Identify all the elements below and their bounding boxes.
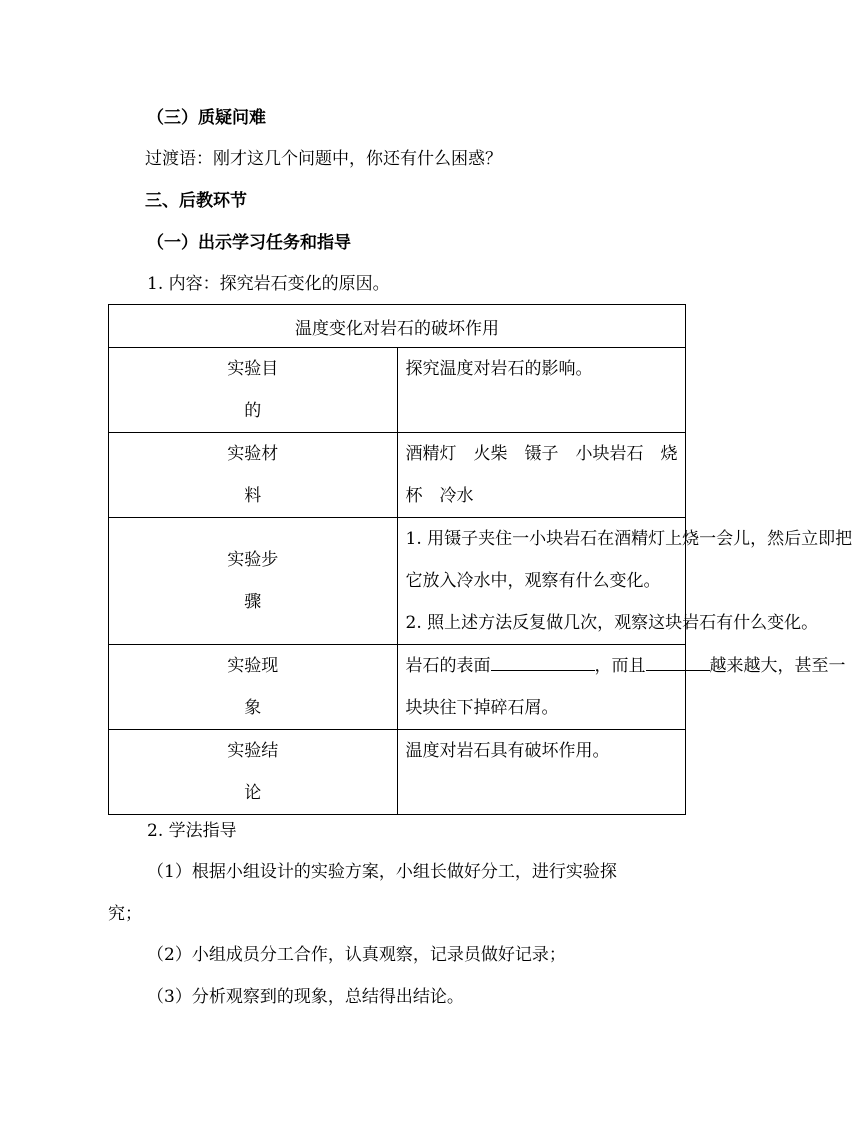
guidance-item-2: （2）小组成员分工合作，认真观察，记录员做好记录； xyxy=(147,945,566,965)
table-row-purpose xyxy=(109,348,686,433)
step-2: 2. 照上述方法反复做几次，观察这块岩石有什么变化。 xyxy=(405,613,819,633)
step-1-line-1: 1. 用镊子夹住一小块岩石在酒精灯上烧一会儿，然后立即把 xyxy=(405,529,852,549)
materials-content: 酒精灯 火柴 镊子 小块岩石 烧杯 冷水 xyxy=(397,433,686,518)
content-line: 1. 内容：探究岩石变化的原因。 xyxy=(147,274,390,294)
table-row-conclusion xyxy=(109,730,686,815)
table-row-phenomenon xyxy=(109,645,686,730)
guidance-item-3: （3）分析观察到的现象，总结得出结论。 xyxy=(147,987,464,1007)
purpose-content: 探究温度对岩石的影响。 xyxy=(397,348,686,433)
table-row-materials xyxy=(109,433,686,518)
label-phenomenon: 实验现 象 xyxy=(109,645,398,730)
experiment-table xyxy=(108,304,852,815)
steps-content xyxy=(397,518,852,645)
label-materials: 实验材 料 xyxy=(109,433,398,518)
table-row-steps xyxy=(109,518,686,645)
blank-surface[interactable] xyxy=(491,652,595,671)
guidance-item-1-line-1: （1）根据小组设计的实验方案，小组长做好分工，进行实验探 xyxy=(147,862,617,882)
section-doubt-heading: （三）质疑问难 xyxy=(147,108,266,128)
label-steps: 实验步 骤 xyxy=(109,518,398,645)
blank-cracks[interactable] xyxy=(646,652,710,671)
phenomenon-content xyxy=(397,645,846,730)
guidance-item-1-line-2: 究； xyxy=(108,904,142,924)
label-purpose: 实验目 的 xyxy=(109,348,398,433)
section-after-heading: 三、后教环节 xyxy=(145,191,247,211)
table-caption: 温度变化对岩石的破坏作用 xyxy=(109,305,686,348)
task-guidance-heading: （一）出示学习任务和指导 xyxy=(147,233,351,253)
conclusion-content: 温度对岩石具有破坏作用。 xyxy=(397,730,686,815)
transition-text: 过渡语：刚才这几个问题中，你还有什么困惑？ xyxy=(145,149,502,169)
phenomenon-line-1: 岩石的表面 ，而且 越来越大，甚至一 xyxy=(406,645,682,687)
step-1-line-2: 它放入冷水中，观察有什么变化。 xyxy=(405,571,661,591)
phenomenon-line-2: 块块往下掉碎石屑。 xyxy=(405,698,559,718)
guidance-heading: 2. 学法指导 xyxy=(147,821,237,841)
label-conclusion: 实验结 论 xyxy=(109,730,398,815)
